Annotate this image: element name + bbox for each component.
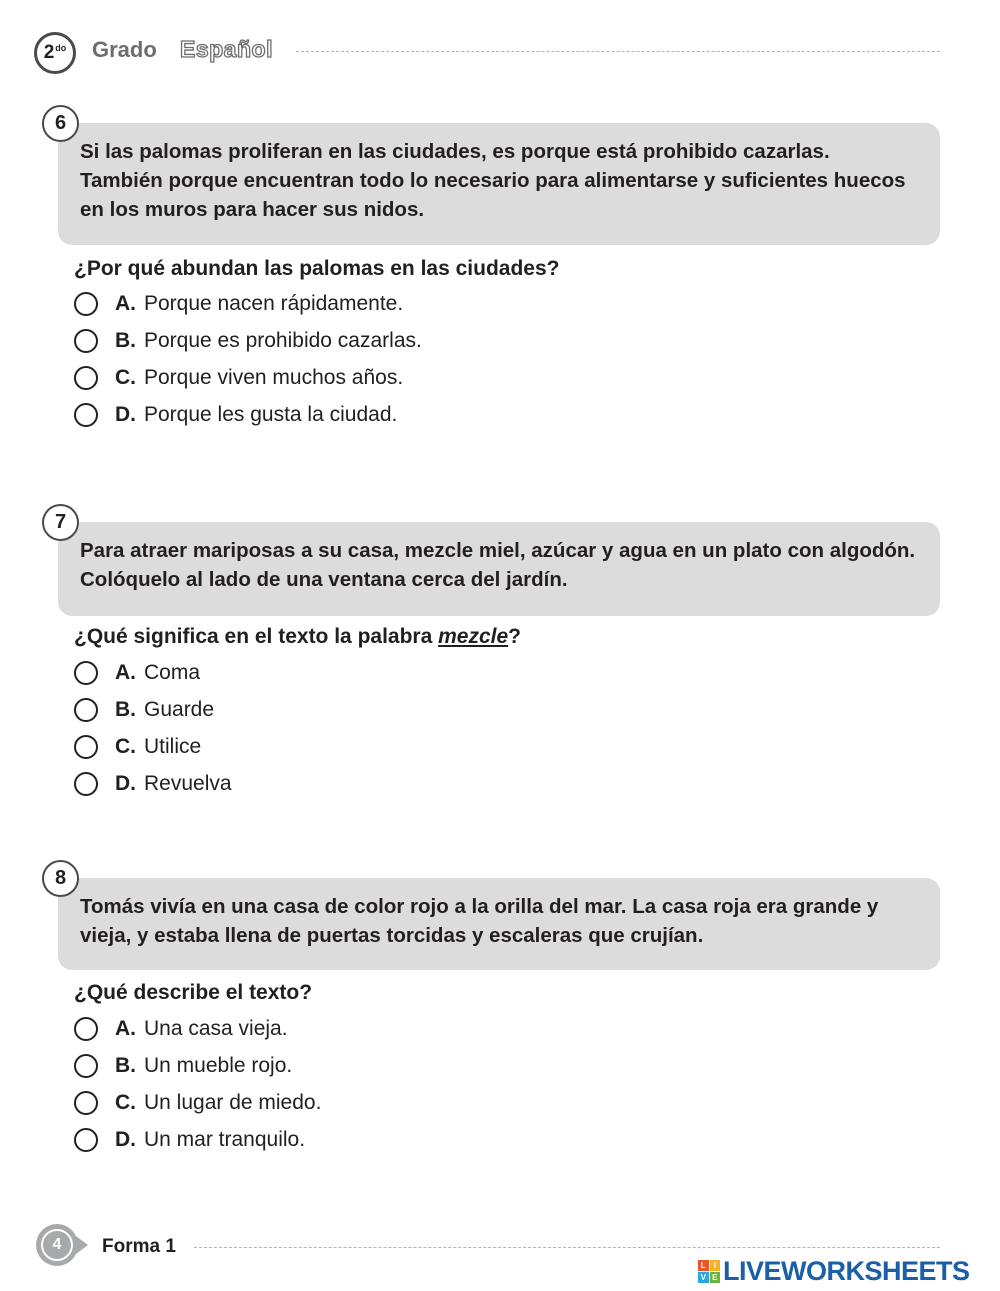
question-stem: ¿Por qué abundan las palomas en las ciudades? <box>74 257 560 280</box>
radio-button[interactable] <box>74 1017 98 1041</box>
radio-button[interactable] <box>74 1091 98 1115</box>
question-6 <box>36 105 940 435</box>
radio-button[interactable] <box>74 772 98 796</box>
grade-badge: 2 $^{do}$ <box>34 32 76 74</box>
option-d[interactable]: D. Un mar tranquilo. <box>74 1121 321 1158</box>
header-divider <box>296 51 940 52</box>
question-stem: ¿Qué describe el texto? <box>74 981 313 1004</box>
key-word: mezcle <box>438 625 509 648</box>
option-b[interactable]: B. Guarde <box>74 691 232 728</box>
question-number: 7 <box>42 504 79 541</box>
reading-passage: Si las palomas proliferan en las ciudades, es porque está prohibido cazarlas. También porque encuentran todo lo necesario para alimentarse y suficientes huecos en los muros para hacer sus nidos. <box>58 123 940 245</box>
option-d[interactable]: D. Revuelva <box>74 765 232 802</box>
radio-button[interactable] <box>74 1054 98 1078</box>
answer-options <box>74 1010 321 1158</box>
option-c[interactable]: C. Utilice <box>74 728 232 765</box>
radio-button[interactable] <box>74 329 98 353</box>
option-a[interactable]: A. Porque nacen rápidamente. <box>74 285 422 322</box>
radio-button[interactable] <box>74 1128 98 1152</box>
form-label: Forma 1 <box>102 1236 176 1257</box>
answer-options <box>74 654 232 802</box>
liveworksheets-logo <box>698 1257 970 1285</box>
radio-button[interactable] <box>74 698 98 722</box>
question-number: 8 <box>42 860 79 897</box>
page-number-badge: 4 <box>36 1224 78 1266</box>
question-number: 6 <box>42 105 79 142</box>
liveworksheets-text: LIVEWORKSHEETS <box>723 1255 970 1286</box>
grade-label: Grado <box>92 37 157 62</box>
option-b[interactable]: B. Un mueble rojo. <box>74 1047 321 1084</box>
radio-button[interactable] <box>74 403 98 427</box>
footer-divider <box>194 1247 940 1248</box>
reading-passage: Para atraer mariposas a su casa, mezcle miel, azúcar y agua en un plato con algodón. Colóquelo al lado de una ventana cerca del jardín. <box>58 522 940 616</box>
radio-button[interactable] <box>74 661 98 685</box>
option-c[interactable]: C. Un lugar de miedo. <box>74 1084 321 1121</box>
option-b[interactable]: B. Porque es prohibido cazarlas. <box>74 322 422 359</box>
reading-passage: Tomás vivía en una casa de color rojo a la orilla del mar. La casa roja era grande y vieja, y estaba llena de puertas torcidas y escaleras que crujían. <box>58 878 940 970</box>
radio-button[interactable] <box>74 366 98 390</box>
option-c[interactable]: C. Porque viven muchos años. <box>74 359 422 396</box>
subject-title: Español <box>180 36 273 62</box>
page-header <box>34 32 940 74</box>
arrow-icon <box>76 1236 88 1254</box>
answer-options <box>74 285 422 433</box>
radio-button[interactable] <box>74 292 98 316</box>
liveworksheets-icon: L I V E <box>698 1260 720 1282</box>
option-d[interactable]: D. Porque les gusta la ciudad. <box>74 396 422 433</box>
option-a[interactable]: A. Coma <box>74 654 232 691</box>
option-a[interactable]: A. Una casa vieja. <box>74 1010 321 1047</box>
question-8 <box>36 860 940 1160</box>
question-stem: ¿Qué significa en el texto la palabra mezcle? <box>74 625 521 648</box>
question-7 <box>36 504 940 804</box>
radio-button[interactable] <box>74 735 98 759</box>
